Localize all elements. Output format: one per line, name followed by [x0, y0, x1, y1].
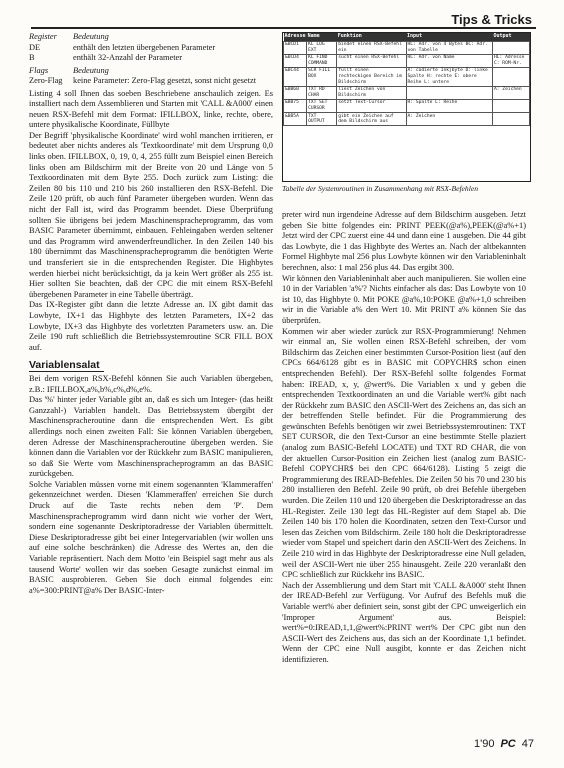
cell: setzt Text-Cursor — [337, 99, 406, 112]
page-number: 47 — [521, 738, 534, 750]
cell: TXT RD CHAR — [307, 86, 337, 99]
cell: &BB75 — [284, 99, 307, 112]
table-caption: Tabelle der Systemroutinen in Zusammenhang mit RSX-Befehlen — [282, 184, 479, 193]
cell: bindet einen RSX-Befehl ein — [337, 41, 406, 54]
col-header: Adresse — [284, 33, 307, 41]
flags-table-head — [29, 66, 273, 77]
cell: A: Zeichen — [493, 86, 530, 99]
table-row — [29, 43, 273, 54]
cell: TXT OUTPUT — [307, 113, 337, 126]
col-header: Input — [406, 33, 492, 41]
col-header: Output — [493, 33, 530, 41]
cell: A: codierte Inkjbyte D: linke Spalte H: rechte E: obere Reihe L: untere — [406, 67, 492, 86]
table-row — [284, 99, 530, 112]
cell: SCR FILL BOX — [307, 67, 337, 86]
register-desc: enthält 32-Anzahl der Parameter — [73, 53, 183, 62]
table-header-row — [284, 33, 530, 41]
register-name: B — [29, 53, 35, 62]
table-row — [284, 54, 530, 67]
cell — [493, 41, 530, 54]
page-footer — [474, 738, 534, 750]
cell: TXT SET CURSOR — [307, 99, 337, 112]
cell: liest Zeichen von Bildschirm — [337, 86, 406, 99]
cell: &BCD4 — [284, 54, 307, 67]
table-row — [284, 86, 530, 99]
register-desc: enthält den letzten übergebenen Parameter — [73, 42, 216, 52]
cell: &BB60 — [284, 86, 307, 99]
flags-head-col1: Flags — [29, 65, 49, 75]
col-header: Name — [307, 33, 337, 41]
paragraph: Nach der Assemblierung und dem Start mit 'CALL &A000' steht Ihnen der IREAD-Befehl zur Verfügung. Vor Aufruf des Befehls muß die Variable wert% aber definiert sein, sonst gibt der CPC unweigerlich ein 'Improper Argument' aus. Beispiel: wert%=0:IREAD,1,1,@wert%:PRINT wert% Der CPC gibt nun den ASCII-Wert des Zeichens aus, das sich an der Koordinate 1,1 befindet. Wenn der CPC eine Null ausgibt, konnte er das Zeichen nicht identifizieren. — [282, 580, 526, 664]
section-title: Tips & Tricks — [451, 12, 532, 27]
system-routines-table — [282, 32, 531, 182]
paragraph: Wir können den Variableninhalt aber auch manipulieren. Sie wollen eine 10 in der Variablen 'a%'? Nichts einfacher als das: Das Lowbyte von 10 ist 10, das Highbyte 0. Mit POKE @a%,10:POKE @a%+1,0 schreiben wir in die Variable a% den Wert 10. Mit PRINT a% können Sie das überprüfen. — [282, 273, 526, 325]
right-column — [282, 210, 526, 666]
cell — [493, 113, 530, 126]
flags-table — [29, 66, 273, 87]
cell: HL: Adr. von Name — [406, 54, 492, 67]
cell: gibt ein Zeichen auf dem Bildschirm aus — [337, 113, 406, 126]
register-head-col1: Register — [29, 32, 57, 41]
paragraph: Bei dem vorigen RSX-Befehl können Sie auch Variablen übergeben, z.B.: IFILLBOX,a%,b%,c%,d%,e%. — [29, 373, 273, 394]
flag-desc: keine Parameter: Zero-Flag gesetzt, sonst nicht gesetzt — [73, 76, 257, 85]
flags-head-col2: Bedeutung — [73, 65, 109, 75]
subheading: Variablensalat — [29, 360, 104, 372]
cell: &BC44 — [284, 67, 307, 86]
cell: füllt einen rechteckigen Bereich im Bildschirm — [337, 67, 406, 86]
cell: &BB5A — [284, 113, 307, 126]
cell: KL LOG EXT — [307, 41, 337, 54]
register-table-head — [29, 32, 273, 43]
register-table — [29, 32, 273, 64]
cell: H: Spalte L: Reihe — [406, 99, 492, 112]
table-row — [29, 53, 273, 64]
register-name: DE — [29, 42, 41, 52]
paragraph: preter wird nun irgendeine Adresse auf dem Bildschirm ausgeben. Jetzt geben Sie bitte folgendes ein: PRINT PEEK(@a%),PEEK(@a%+1) Jetzt wird der CPC zuerst eine 44 und dann eine 1 ausgeben. Die 44 gibt das Lowbyte, die 1 das Highbyte des Wertes an. Nach der altbekannten Formel Highbyte mal 256 plus Lowbyte können wir den Variableninhalt berechnen, also: 1 mal 256 plus 44. Das ergibt 300. — [282, 210, 526, 272]
table-row — [284, 41, 530, 54]
table-row — [29, 76, 273, 87]
register-head-col2: Bedeutung — [73, 32, 109, 41]
paragraph: Der Begriff 'physikalische Koordinate' wird wohl manchen irritieren, er bedeutet aber nichts anderes als 'Textkoordinate' mit dem Ursprung 0,0 links oben. IFILLBOX, 0, 19, 0, 4, 255 füllt zum Beispiel einen Bereich links oben am Bildschirm mit der Breite von 20 und Länge von 5 Textkoordinaten mit dem Byte 255. Doch zurück zum Listing: die Zeilen 80 bis 110 und 210 bis 260 installieren den RSX-Befehl. Die Zeile 120 prüft, ob auch fünf Parameter übergeben wurden. Wenn das nicht der Fall ist, wird das Programm beendet. Diese Überprüfung sollten Sie übrigens bei jedem Maschinenspracheprogramm, das vom BASIC Parameter übernimmt, einbauen. Fehleingaben werden seltener und das Programm wird anwenderfreundlicher. In den Zeilen 140 bis 180 übernimmt das Maschinenspracheprogramm die benötigten Werte und transferiert sie in die entsprechenden Register. Die Highbytes werden hierbei nicht berücksichtigt, da ja kein Wert größer als 255 ist. Hier sollten Sie beachten, daß der CPC die mit einem RSX-Befehl übergebenen Parameter in eine Tabelle überträgt. — [29, 130, 273, 299]
flag-name: Zero-Flag — [29, 76, 63, 85]
table-row — [284, 67, 530, 86]
paragraph: Kommen wir aber wieder zurück zur RSX-Programmierung! Nehmen wir einmal an, Sie wollen einen RSX-Befehl schreiben, der vom Bildschirm das Zeichen einer bestimmten Cursor-Position liest (auf den CPCs 664/6128 gibt es in BASIC mit COPYCHR$ schon einen entsprechenden Befehl). Der RSX-Befehl sollte folgendes Format haben: IREAD, x, y, @wert%. Die Variablen x und y geben die entsprechenden Textkoordinaten an und die Variable wert% gibt nach der Rückkehr zum BASIC den ASCII-Wert des Zeichens an, das sich an der betreffenden Stelle befindet. Für die Programmierung des gewünschten Befehls benötigen wir zwei Betriebssystemroutinen: TXT SET CURSOR, die den Text-Cursor an eine bestimmte Stelle plaziert (analog zum BASIC-Befehl LOCATE) und TXT RD CHAR, die von der aktuellen Cursor-Position ein Zeichen liest (analog zum BASIC-Befehl COPYCHR$ bei den CPC 664/6128). Listing 5 zeigt die Programmierung des IREAD-Befehles. Die Zeilen 50 bis 70 und 230 bis 280 installieren den Befehl. Zeile 90 prüft, ob drei Befehle übergeben wurden. Die Zeilen 110 und 120 übergeben die Deskriptoradresse an das HL-Register. Zeile 130 legt das HL-Register auf dem Stapel ab. Die Zeilen 140 bis 170 holen die Koordinaten, setzen den Text-Cursor und lesen das Zeichen vom Bildschirm. Zeile 180 holt die Deskriptoradresse wieder vom Stapel und speichert darin den ASCII-Wert des Zeichens. In Zeile 210 wird in das Highbyte der Deskriptoradresse eine Null geladen, weil der ASCII-Wert nie über 255 hinausgeht. Zeile 220 veranlaßt den CPC schließlich zur Rückkehr ins BASIC. — [282, 326, 526, 580]
cell: HL: Adresse C: ROM-Nr. — [493, 54, 530, 67]
cell — [406, 86, 492, 99]
cell: sucht einen RSX-Befehl — [337, 54, 406, 67]
left-column — [29, 32, 273, 596]
paragraph: Das IX-Register gibt dann die letzte Adresse an. IX gibt damit das Lowbyte, IX+1 das Highbyte des letzten Parameters, IX+2 das Lowbyte, IX+3 das Highbyte des vorletzten Parameters usw. an. Die Zeile 190 ruft schließlich die Betriebssystemroutine SCR FILL BOX auf. — [29, 300, 273, 352]
cell: HL: Adr. von 4 Bytes BC: Adr. von Tabelle — [406, 41, 492, 54]
magazine-logo: PC — [500, 738, 516, 750]
col-header: Funktion — [337, 33, 406, 41]
header-rule — [31, 27, 536, 29]
cell — [493, 99, 530, 112]
cell: &BCD1 — [284, 41, 307, 54]
cell — [493, 67, 530, 86]
cell: A: Zeichen — [406, 113, 492, 126]
issue-number: 1'90 — [474, 738, 495, 750]
cell: KL FIND COMMAND — [307, 54, 337, 67]
table-row — [284, 113, 530, 126]
paragraph: Solche Variablen müssen vorne mit einem sogenannten 'Klammeraffen' gekennzeichnet werden. Diesen 'Klammeraffen' erreichen Sie durch Druck auf die Taste rechts neben dem 'P'. Dem Maschinenspracheprogramm wird dann nicht wie vorher der Wert, sondern eine sogenannte Deskriptoradresse der Variablen übermittelt. Diese Deskriptoradresse gibt bei einer Integervariablen (wir wollen uns auf eine solche beschränken) die Adresse des Wertes an, den die Variable repräsentiert. Nach dem Motto 'ein Beispiel sagt mehr aus als tausend Worte' wollen wir das soeben Gesagte zunächst einmal im BASIC ausprobieren. Geben Sie doch einmal folgendes ein: a%=300:PRINT@a% Der BASIC-Inter- — [29, 479, 273, 595]
paragraph: Das '%' hinter jeder Variable gibt an, daß es sich um Integer- (das heißt Ganzzahl-) Variablen handelt. Das Betriebssystem übergibt der Maschinenspracheroutine dann die entsprechenden Wert. Es gibt allerdings noch einen zweiten Fall: Sie können Variablen übergeben, deren Adresse der Maschinenspracheroutine übergeben werden. Sie können dann die Variablen vor der Rückkehr zum BASIC manipulieren, so daß Sie Werte vom Maschinenspracheprogramm an das BASIC zurückgeben. — [29, 395, 273, 479]
paragraph: Listing 4 soll Ihnen das soeben Beschriebene anschaulich zeigen. Es installiert nach dem Assemblieren und Starten mit 'CALL &A000' einen neuen RSX-Befehl mit dem Format: IFILLBOX, linke, rechte, obere, untere physikalische Koordinate, Füllbyte — [29, 88, 273, 130]
